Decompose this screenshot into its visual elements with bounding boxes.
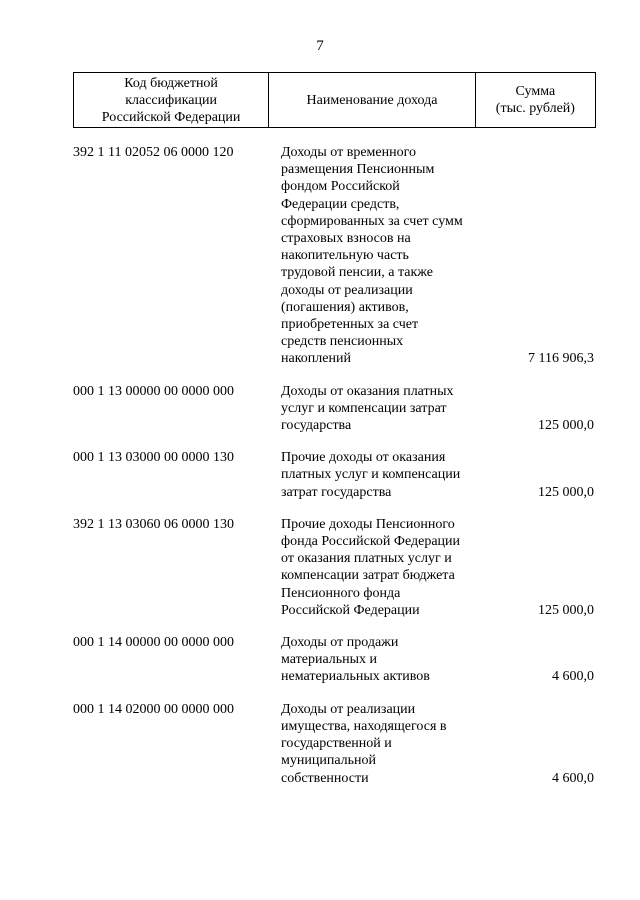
row-code: 000 1 14 00000 00 0000 000 [73,635,234,651]
page-number: 7 [316,38,324,54]
table-row [73,383,596,435]
header-sum-cell [475,73,595,128]
row-name: Доходы от реализации имущества, находящегося в государственной и муниципальной собственности [281,701,447,786]
income-rows [73,144,596,802]
row-name: Доходы от оказания платных услуг и компенсации затрат государства [281,383,454,434]
table-header [73,72,596,128]
table-row [73,449,596,501]
row-sum: 4 600,0 [552,669,594,685]
row-sum: 7 116 906,3 [528,351,594,367]
table-row [73,144,596,368]
row-code: 392 1 13 03060 06 0000 130 [73,516,234,532]
row-sum: 125 000,0 [538,602,594,618]
row-sum: 125 000,0 [538,484,594,500]
header-code-cell [74,73,269,128]
row-sum: 125 000,0 [538,418,594,434]
row-code: 000 1 13 00000 00 0000 000 [73,383,234,399]
table-row [73,516,596,619]
row-name: Прочие доходы Пенсионного фонда Российской Федерации от оказания платных услуг и компенсации затрат бюджета Пенсионного фонда Российской Федерации [281,516,461,618]
row-code: 000 1 13 03000 00 0000 130 [73,450,234,466]
header-sum-label: Сумма (тыс. рублей) [495,84,575,116]
header-code-label: Код бюджетной классификации Российской Федерации [101,75,241,125]
table-row [73,701,596,787]
table-row [73,634,596,686]
row-name: Доходы от продажи материальных и нематериальных активов [281,635,430,685]
header-name-cell [269,73,476,128]
row-name: Прочие доходы от оказания платных услуг и компенсации затрат государства [281,450,461,500]
row-code: 000 1 14 02000 00 0000 000 [73,701,234,717]
row-code: 392 1 11 02052 06 0000 120 [73,145,234,160]
row-sum: 4 600,0 [552,770,594,786]
header-name-label: Наименование дохода [306,92,438,108]
row-name: Доходы от временного размещения Пенсионным фондом Российской Федерации средств, сформированных за счет сумм страховых взносов на накопительную часть трудовой пенсии, а также доходы от реализации (погашения) активов, приобретенных за счет средств пенсионных накоплений [281,145,463,367]
